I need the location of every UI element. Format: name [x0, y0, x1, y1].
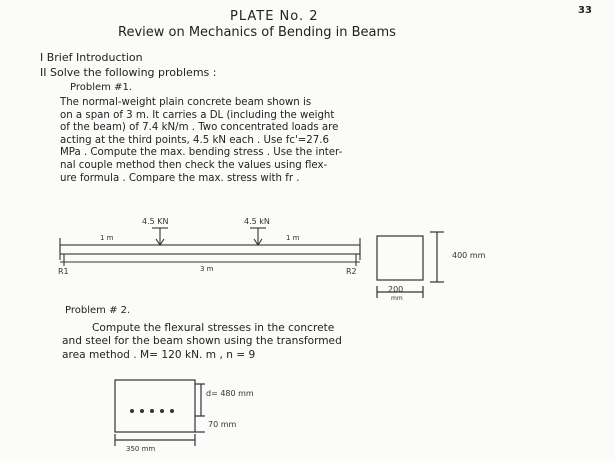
- problem-1-line: nal couple method then check the values using flex-: [60, 159, 328, 171]
- problem-2-line: Compute the flexural stresses in the concrete: [92, 322, 335, 334]
- section-width-label: 200: [388, 285, 404, 294]
- problem-1-line: on a span of 3 m. It carries a DL (including the weight: [60, 109, 335, 121]
- plate-title: PLATE No. 2: [230, 9, 319, 24]
- page-number: 33: [578, 5, 592, 16]
- steel-bar: [140, 409, 144, 413]
- beam-section-rectangle: [115, 380, 195, 432]
- steel-bars: [130, 409, 174, 413]
- problem-2-line: and steel for the beam shown using the transformed: [62, 335, 342, 348]
- beam: [60, 245, 360, 254]
- problem-1-line: of the beam) of 7.4 kN/m . Two concentrated loads are: [60, 122, 339, 134]
- problem-1-line: ure formula . Compare the max. stress with fr .: [60, 172, 300, 184]
- problem-2-line: area method . M= 120 kN. m , n = 9: [62, 348, 256, 361]
- reaction-label-right: R2: [346, 267, 357, 276]
- section-brief-introduction: I Brief Introduction: [40, 51, 143, 64]
- problem-1-line: The normal-weight plain concrete beam shown is: [60, 97, 312, 108]
- problem-1-line: MPa . Compute the max. bending stress . Use the inter-: [60, 147, 343, 159]
- section-height-label: 400 mm: [452, 251, 486, 260]
- steel-bar: [170, 409, 174, 413]
- section-width-unit: mm: [391, 295, 403, 302]
- problem-2-statement: [62, 322, 602, 362]
- effective-depth-label: d= 480 mm: [206, 389, 254, 398]
- span-label: 3 m: [200, 265, 214, 273]
- cover-label: 70 mm: [208, 420, 237, 429]
- plate-subtitle: Review on Mechanics of Bending in Beams: [118, 25, 396, 40]
- steel-bar: [160, 409, 164, 413]
- dim-label-left: 1 m: [100, 234, 114, 242]
- beam-width-label: 350 mm: [126, 445, 156, 453]
- cross-section-rectangle: [377, 236, 423, 280]
- problem-2-heading: Problem # 2.: [65, 305, 131, 316]
- load-label-left: 4.5 KN: [142, 217, 169, 226]
- dim-label-right: 1 m: [286, 234, 300, 242]
- cross-section-2: [115, 380, 205, 446]
- steel-bar: [150, 409, 154, 413]
- load-label-right: 4.5 kN: [244, 217, 270, 226]
- reaction-label-left: R1: [58, 267, 69, 276]
- steel-bar: [130, 409, 134, 413]
- problem-1-line: acting at the third points, 4.5 kN each . Use fc'=27.6: [60, 134, 329, 146]
- problem-1-heading: Problem #1.: [70, 82, 132, 93]
- section-solve-problems: II Solve the following problems :: [40, 66, 217, 79]
